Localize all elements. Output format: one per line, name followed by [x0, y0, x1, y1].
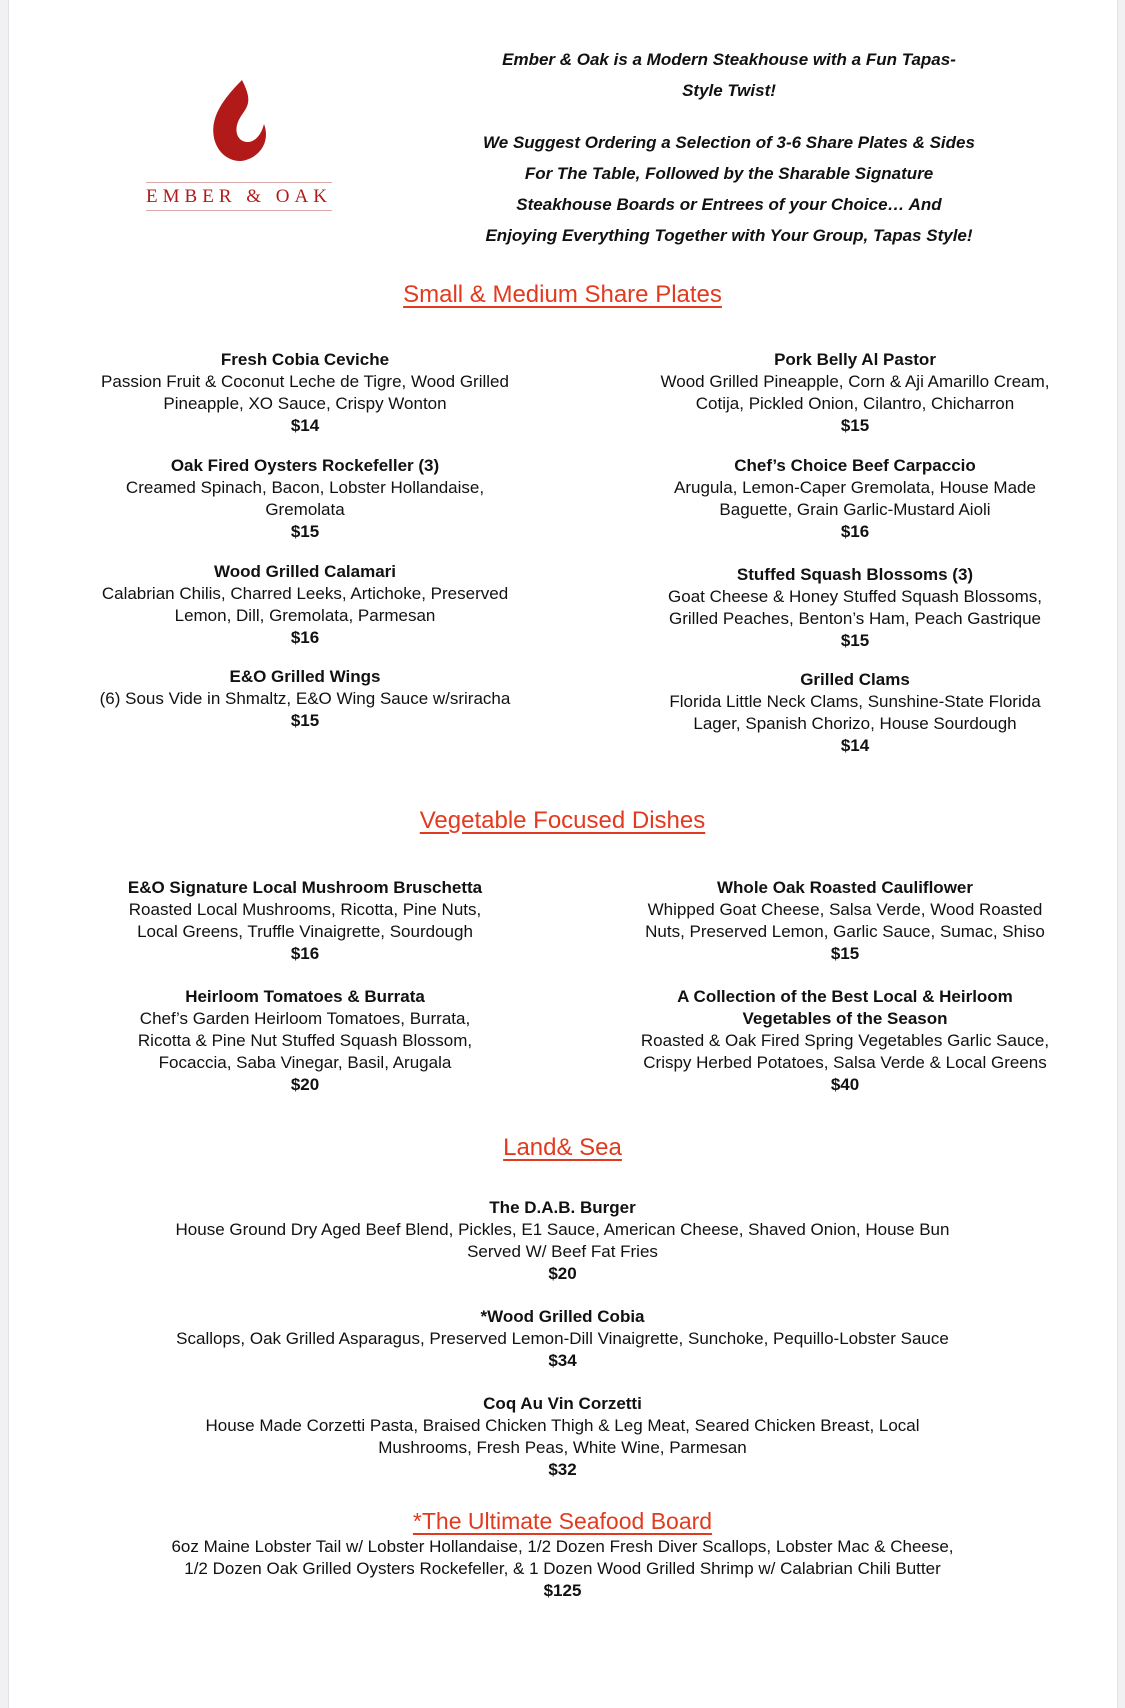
item-name: Oak Fired Oysters Rockefeller (3) [170, 456, 440, 475]
item-name: Pork Belly Al Pastor [774, 350, 936, 369]
menu-item [65, 561, 545, 649]
item-price: $15 [290, 522, 320, 541]
item-description: House Made Corzetti Pasta, Braised Chicken Thigh & Leg Meat, Seared Chicken Breast, Local Mushrooms, Fresh Peas, White Wine, Parmesan [205, 1416, 920, 1457]
item-price: $15 [840, 416, 870, 435]
menu-item [580, 986, 1110, 1096]
item-name: Wood Grilled Calamari [213, 562, 396, 581]
item-price: $32 [548, 1460, 577, 1479]
item-price: $20 [548, 1264, 577, 1283]
section-title-seafood-board: *The Ultimate Seafood Board [412, 1508, 713, 1534]
item-name: A Collection of the Best Local & Heirloom Vegetables of the Season [677, 987, 1013, 1028]
flame-icon [204, 78, 274, 168]
item-price: $15 [830, 944, 860, 963]
menu-item [600, 669, 1110, 757]
item-description: House Ground Dry Aged Beef Blend, Pickles, E1 Sauce, American Cheese, Shaved Onion, House Bun Served W/ Beef Fat Fries [175, 1220, 950, 1261]
item-name: Stuffed Squash Blossoms (3) [736, 565, 974, 584]
menu-item [600, 564, 1110, 652]
intro-line-1: Ember & Oak is a Modern Steakhouse with a Fun Tapas- Style Twist! [502, 50, 956, 100]
item-name: Whole Oak Roasted Cauliflower [717, 878, 973, 897]
menu-item [60, 1393, 1065, 1481]
item-description: Calabrian Chilis, Charred Leeks, Artichoke, Preserved Lemon, Dill, Gremolata, Parmesan [101, 584, 509, 625]
item-price: $40 [830, 1075, 860, 1094]
item-price: $14 [290, 416, 320, 435]
item-description: 6oz Maine Lobster Tail w/ Lobster Hollandaise, 1/2 Dozen Fresh Diver Scallops, Lobster Mac & Cheese, 1/2 Dozen Oak Grilled Oysters Rockefeller, & 1 Dozen Wood Grilled Shrimp w/ Calabrian Chili Butter [171, 1537, 954, 1578]
item-description: Passion Fruit & Coconut Leche de Tigre, Wood Grilled Pineapple, XO Sauce, Crispy Wonton [101, 372, 509, 413]
menu-item [65, 666, 545, 732]
item-name: *Wood Grilled Cobia [480, 1307, 645, 1326]
menu-item [600, 455, 1110, 543]
intro-line-2: We Suggest Ordering a Selection of 3-6 Share Plates & Sides For The Table, Followed by the Sharable Signature Steakhouse Boards or Entrees of your Choice… And Enjoying Everything Together with Your Group, Tapas Style! [483, 133, 975, 245]
menu-item [65, 877, 545, 965]
item-name: Chef’s Choice Beef Carpaccio [734, 456, 976, 475]
item-name: Grilled Clams [800, 670, 910, 689]
item-description: Arugula, Lemon-Caper Gremolata, House Made Baguette, Grain Garlic-Mustard Aioli [674, 478, 1036, 519]
item-price: $125 [543, 1581, 582, 1600]
item-name: E&O Grilled Wings [229, 667, 381, 686]
item-description: Roasted Local Mushrooms, Ricotta, Pine Nuts, Local Greens, Truffle Vinaigrette, Sourdough [128, 900, 482, 941]
item-price: $16 [840, 522, 870, 541]
logo [129, 78, 349, 211]
item-description: (6) Sous Vide in Shmaltz, E&O Wing Sauce w/sriracha [99, 689, 511, 708]
item-name: Coq Au Vin Corzetti [483, 1394, 642, 1413]
section-title-small-plates: Small & Medium Share Plates [403, 281, 722, 308]
logo-wordmark: EMBER & OAK [146, 182, 332, 211]
menu-item [600, 349, 1110, 437]
menu-item [60, 1306, 1065, 1372]
item-name: E&O Signature Local Mushroom Bruschetta [127, 878, 483, 897]
section-title-vegetable: Vegetable Focused Dishes [419, 807, 706, 834]
menu-item [65, 455, 545, 543]
item-price: $14 [840, 736, 870, 755]
item-price: $15 [290, 711, 320, 730]
item-price: $20 [290, 1075, 320, 1094]
item-description: Chef’s Garden Heirloom Tomatoes, Burrata, Ricotta & Pine Nut Stuffed Squash Blossom, Focaccia, Saba Vinegar, Basil, Arugala [137, 1009, 473, 1072]
menu-item [65, 349, 545, 437]
menu-item [60, 1536, 1065, 1602]
item-description: Florida Little Neck Clams, Sunshine-State Florida Lager, Spanish Chorizo, House Sourdough [669, 692, 1041, 733]
intro-text [449, 44, 1009, 272]
item-price: $16 [290, 944, 320, 963]
item-price: $34 [548, 1351, 577, 1370]
menu-item [60, 1197, 1065, 1285]
item-description: Scallops, Oak Grilled Asparagus, Preserved Lemon-Dill Vinaigrette, Sunchoke, Pequillo-Lobster Sauce [176, 1329, 949, 1348]
item-name: Heirloom Tomatoes & Burrata [185, 987, 425, 1006]
item-description: Whipped Goat Cheese, Salsa Verde, Wood Roasted Nuts, Preserved Lemon, Garlic Sauce, Sumac, Shiso [645, 900, 1045, 941]
menu-item [580, 877, 1110, 965]
item-price: $15 [840, 631, 870, 650]
item-price: $16 [290, 628, 320, 647]
section-title-land-sea: Land& Sea [503, 1134, 622, 1161]
item-description: Wood Grilled Pineapple, Corn & Aji Amarillo Cream, Cotija, Pickled Onion, Cilantro, Chicharron [660, 372, 1050, 413]
item-name: Fresh Cobia Ceviche [220, 350, 390, 369]
item-description: Goat Cheese & Honey Stuffed Squash Blossoms, Grilled Peaches, Benton’s Ham, Peach Gastrique [668, 587, 1042, 628]
item-description: Creamed Spinach, Bacon, Lobster Hollandaise, Gremolata [125, 478, 485, 519]
item-name: The D.A.B. Burger [489, 1198, 636, 1217]
menu-item [65, 986, 545, 1096]
item-description: Roasted & Oak Fired Spring Vegetables Garlic Sauce, Crispy Herbed Potatoes, Salsa Verde & Local Greens [640, 1031, 1050, 1072]
